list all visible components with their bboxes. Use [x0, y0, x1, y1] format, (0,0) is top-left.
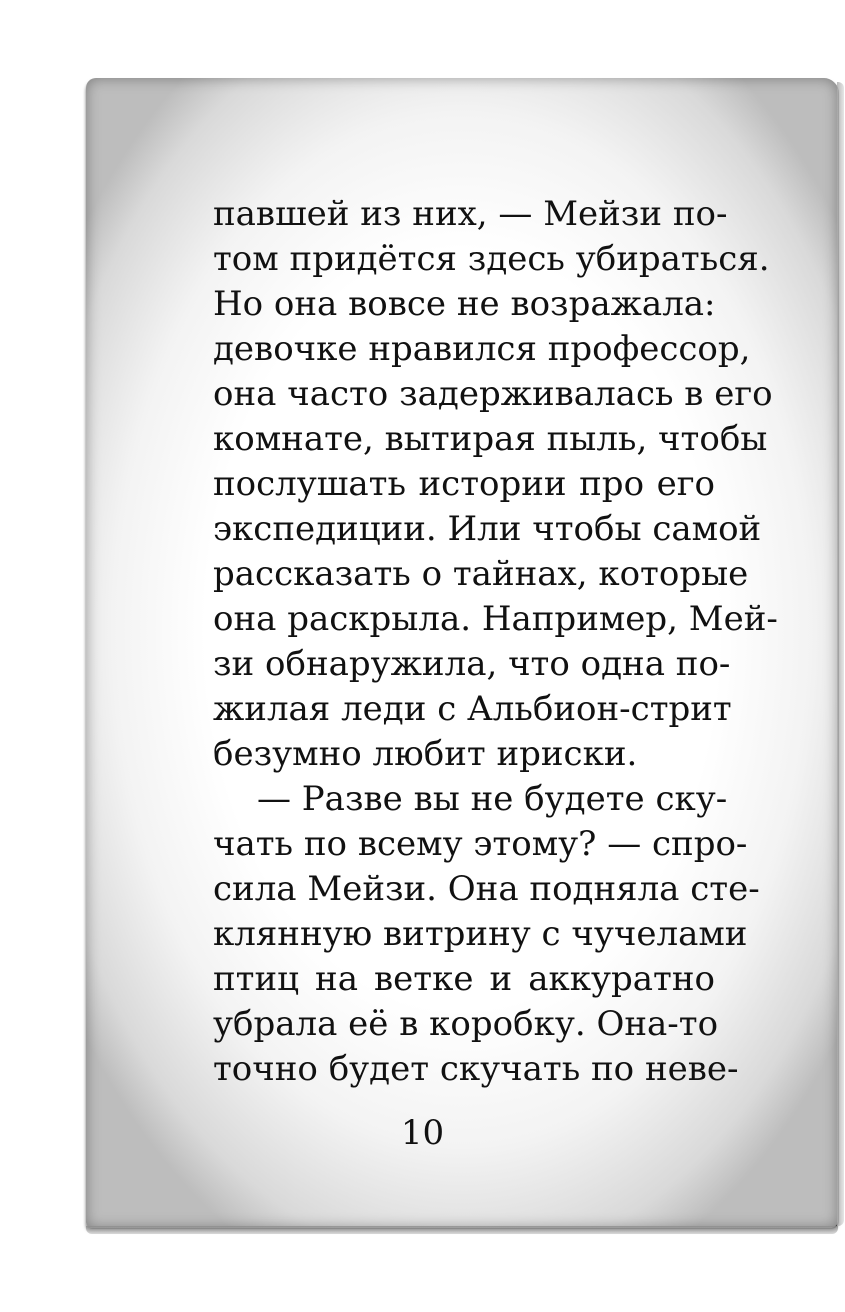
text-line: безумно любит ириски. — [213, 734, 638, 774]
body-text — [213, 192, 778, 1092]
text-line: чать по всему этому? — спро- — [213, 824, 748, 864]
text-line: она часто задерживалась в его — [213, 374, 773, 414]
text-line: Но она вовсе не возражала: — [213, 284, 716, 324]
page-number: 10 — [400, 1113, 445, 1153]
text-line: клянную витрину с чучелами — [213, 914, 748, 954]
text-line: девочке нравился профессор, — [213, 329, 751, 369]
text-line: убрала её в коробку. Она-то — [213, 1004, 719, 1044]
text-line: она раскрыла. Например, Мей- — [213, 599, 778, 639]
text-line: том придётся здесь убираться. — [213, 239, 770, 279]
text-line: рассказать о тайнах, которые — [213, 554, 749, 594]
paragraph-1 — [213, 192, 778, 777]
paragraph-2 — [213, 777, 760, 1092]
text-line: — Разве вы не будете ску- — [257, 779, 728, 819]
text-line: птиц на ветке и аккуратно — [213, 959, 715, 999]
text-line: комнате, вытирая пыль, чтобы — [213, 419, 768, 459]
text-line: точно будет скучать по неве- — [213, 1049, 739, 1089]
text-line: послушать истории про его — [213, 464, 715, 504]
text-line: павшей из них, — Мейзи по- — [213, 194, 728, 234]
text-line: сила Мейзи. Она подняла сте- — [213, 869, 760, 909]
text-line: жилая леди с Альбион-стрит — [213, 689, 732, 729]
text-line: зи обнаружила, что одна по- — [213, 644, 731, 684]
text-line: экспедиции. Или чтобы самой — [213, 509, 762, 549]
